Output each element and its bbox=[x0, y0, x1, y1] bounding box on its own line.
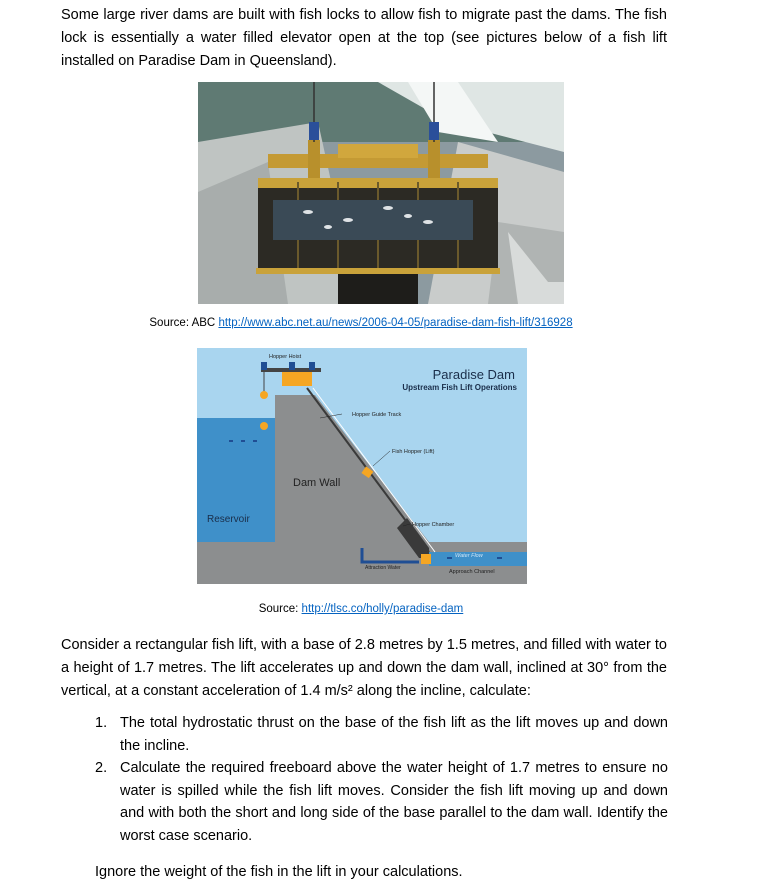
label-water-flow: Water Flow bbox=[455, 553, 483, 559]
label-approach-channel: Approach Channel bbox=[449, 569, 495, 575]
label-attraction-water: Attraction Water bbox=[365, 565, 401, 571]
question-number: 2. bbox=[95, 760, 108, 776]
questions-list bbox=[95, 712, 668, 847]
list-item bbox=[95, 712, 668, 757]
question-number: 1. bbox=[95, 715, 108, 731]
label-hopper-guide-track: Hopper Guide Track bbox=[352, 412, 402, 418]
photo-source-link[interactable]: http://www.abc.net.au/news/2006-04-05/paradise-dam-fish-lift/316928 bbox=[218, 317, 573, 329]
fish-lift-photo bbox=[198, 82, 564, 304]
intro-text: Some large river dams are built with fish locks to allow fish to migrate past the dams. The fish lock is essentially a water filled elevator open at the top (see pictures below of a fish lift installed on Paradise Dam in Queensland). bbox=[61, 7, 667, 69]
question-text: The total hydrostatic thrust on the base of the fish lift as the lift moves up and down the incline. bbox=[120, 715, 668, 754]
label-dam-wall: Dam Wall bbox=[293, 477, 341, 489]
list-item bbox=[95, 757, 668, 847]
label-fish-hopper: Fish Hopper (Lift) bbox=[392, 449, 435, 455]
diagram-source-link[interactable]: http://tlsc.co/holly/paradise-dam bbox=[301, 603, 464, 615]
problem-paragraph bbox=[61, 634, 667, 703]
photo-caption-prefix: Source: ABC bbox=[149, 317, 219, 329]
diagram-subtitle: Upstream Fish Lift Operations bbox=[402, 383, 517, 392]
problem-text: Consider a rectangular fish lift, with a base of 2.8 metres by 1.5 metres, and filled with water to a height of 1.7 metres. The lift accelerates up and down the dam wall, inclined at 30° from the vertical, at a constant acceleration of 1.4 m/s² along the incline, calculate: bbox=[61, 637, 667, 699]
label-reservoir: Reservoir bbox=[207, 514, 250, 525]
label-hopper-chamber: Hopper Chamber bbox=[412, 522, 455, 528]
footer-text: Ignore the weight of the fish in the lift in your calculations. bbox=[95, 864, 463, 880]
fish-lift-diagram bbox=[197, 348, 527, 584]
label-hopper-hoist: Hopper Hoist bbox=[269, 354, 302, 360]
diagram-caption-prefix: Source: bbox=[258, 603, 302, 615]
intro-paragraph bbox=[61, 4, 667, 73]
question-text: Calculate the required freeboard above the water height of 1.7 metres to ensure no water is spilled while the fish lift moves. Consider the fish lift moving up and down and with both the short and long side of the base parallel to the dam wall. Identify the worst case scenario. bbox=[120, 760, 668, 844]
diagram-caption bbox=[0, 603, 741, 615]
footer-note bbox=[95, 861, 668, 884]
diagram-title: Paradise Dam bbox=[432, 367, 515, 382]
photo-caption bbox=[0, 317, 741, 329]
